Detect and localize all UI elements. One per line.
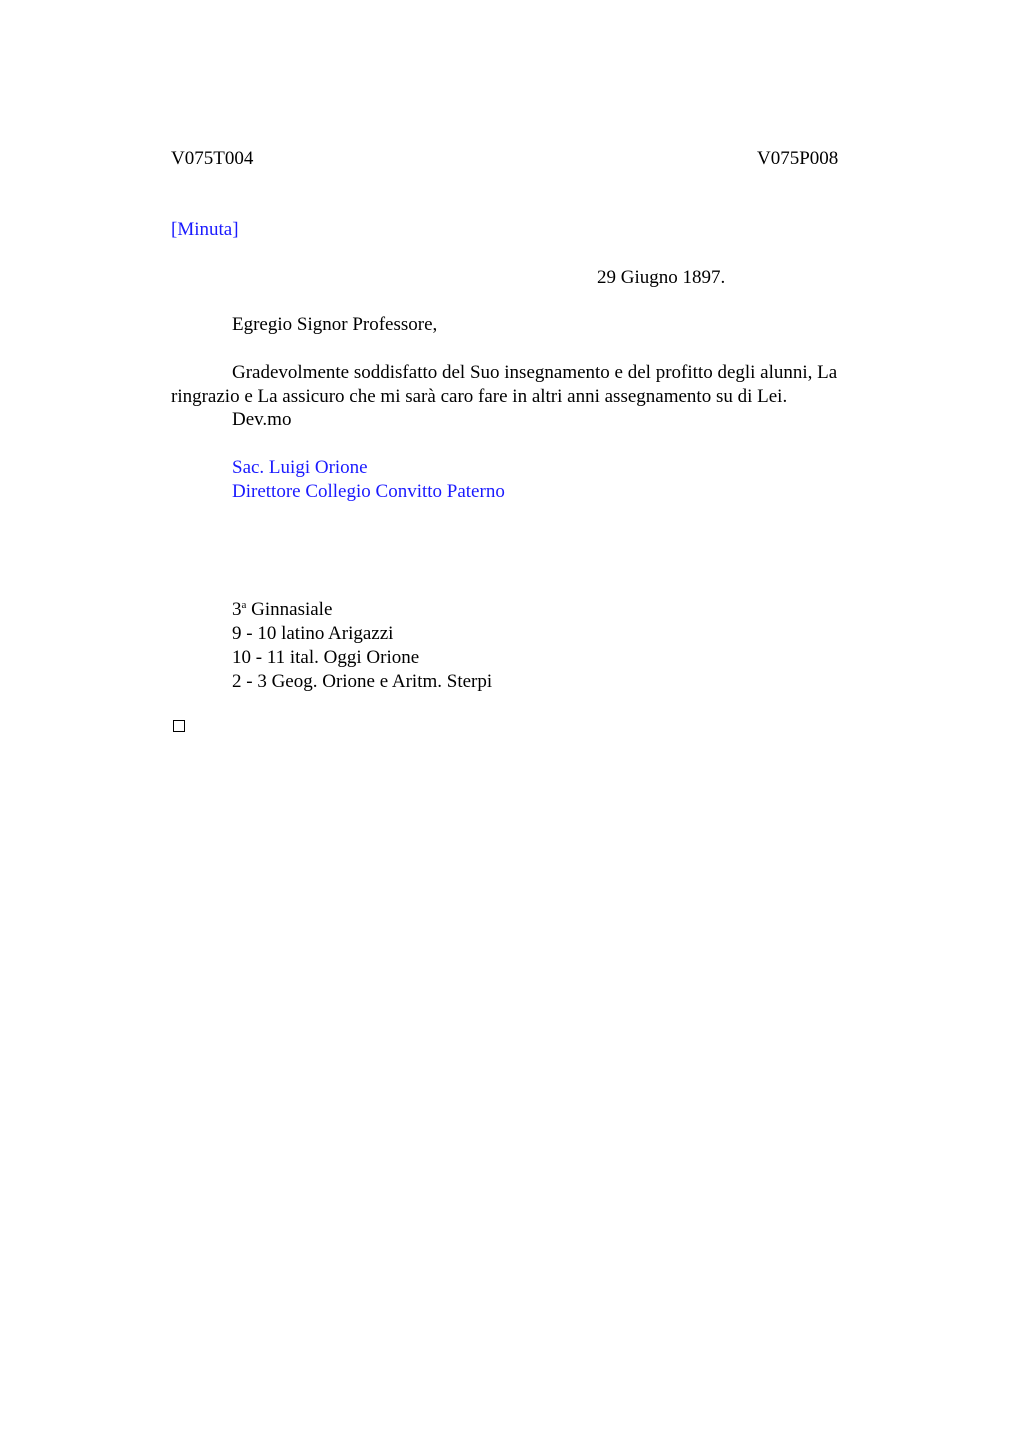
schedule-line: 10 - 11 ital. Oggi Orione [232, 647, 420, 668]
letter-body-line-1: Gradevolmente soddisfatto del Suo insegnamento e del profitto degli alunni, La [232, 362, 838, 383]
letter-closing: Dev.mo [232, 409, 292, 430]
schedule-line: 2 - 3 Geog. Orione e Aritm. Sterpi [232, 671, 493, 692]
class-superscript: a [241, 599, 247, 611]
class-number: 3 [232, 599, 242, 620]
class-name: Ginnasiale [251, 599, 333, 620]
letter-salutation: Egregio Signor Professore, [232, 314, 438, 335]
checkbox-icon[interactable] [173, 720, 185, 732]
document-code-left: V075T004 [171, 148, 254, 169]
schedule-class-heading [232, 598, 332, 622]
document-code-right: V075P008 [757, 148, 839, 169]
schedule-line: 9 - 10 latino Arigazzi [232, 623, 394, 644]
letter-date: 29 Giugno 1897. [597, 267, 726, 288]
signature-name: Sac. Luigi Orione [232, 457, 368, 478]
signature-title: Direttore Collegio Convitto Paterno [232, 481, 505, 502]
minuta-tag: [Minuta] [171, 219, 239, 240]
letter-body-line-2: ringrazio e La assicuro che mi sarà caro fare in altri anni assegnamento su di Lei. [171, 386, 788, 407]
